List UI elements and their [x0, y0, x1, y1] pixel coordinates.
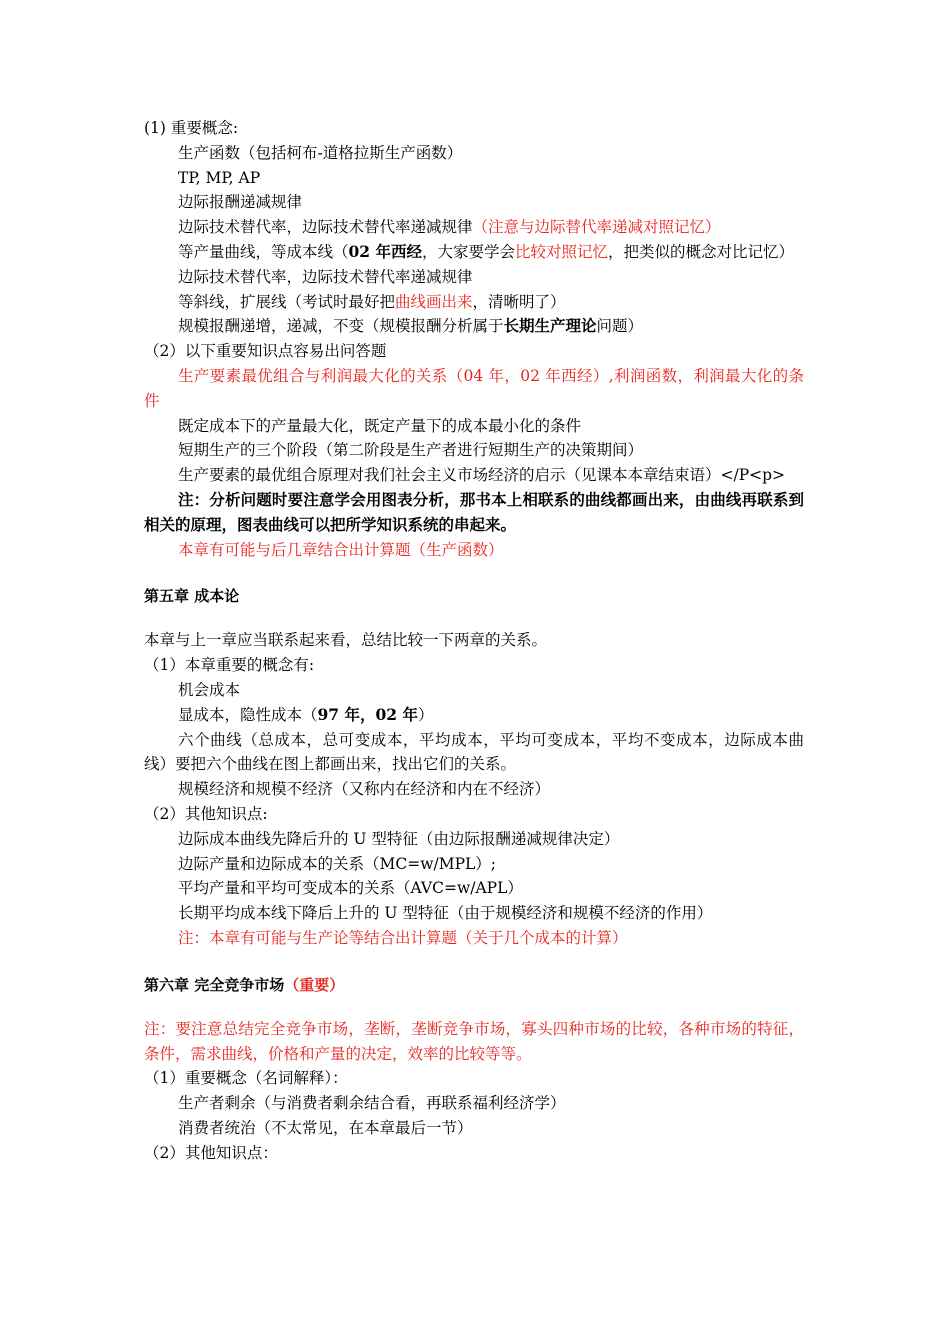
section-heading-qa-points: （2）以下重要知识点容易出问答题 [144, 342, 387, 361]
point-three-stages: 短期生产的三个阶段（第二阶段是生产者进行短期生产的决策期间） [178, 441, 644, 460]
title-text: 第六章 完全竞争市场 [144, 975, 285, 994]
ch5-section-concepts: （1）本章重要的概念有: [144, 656, 315, 675]
point-cost-output: 既定成本下的产量最大化，既定产量下的成本最小化的条件 [178, 416, 582, 435]
text: 问题） [596, 317, 644, 336]
bold-year: 02 年西经 [348, 241, 422, 261]
document-body [144, 116, 804, 1165]
text: 规模报酬递增，递减，不变（规模报酬分析属于 [178, 317, 504, 336]
concept-six-curves: 六个曲线（总成本，总可变成本，平均成本，平均可变成本，平均不变成本，边际成本曲线）要把六个曲线在图上都画出来，找出它们的关系。 [144, 730, 804, 774]
chapter-6-title [144, 973, 804, 997]
concept-explicit-implicit-cost [144, 703, 804, 728]
concept-tp-mp-ap: TP, MP, AP [178, 168, 261, 187]
concept-mrts-repeat: 边际技术替代率，边际技术替代率递减规律 [178, 267, 473, 286]
title-important: （重要） [284, 975, 345, 994]
note-calculation: 本章有可能与后几章结合出计算题（生产函数） [178, 540, 504, 559]
red-note: （注意与边际替代率递减对照记忆） [472, 218, 721, 237]
red-note: 比较对照记忆 [515, 242, 609, 261]
point-lac-u-shape: 长期平均成本线下降后上升的 U 型特征（由于规模经济和规模不经济的作用） [178, 904, 713, 923]
ch6-section-concepts: （1）重要概念（名词解释）： [144, 1069, 348, 1088]
ch6-note-market-comparison: 注：要注意总结完全竞争市场，垄断，垄断竞争市场，寡头四种市场的比较，各种市场的特征，条件，需求曲线，价格和产量的决定，效率的比较等等。 [144, 1019, 804, 1063]
ch5-note-calculation: 注：本章有可能与生产论等结合出计算题（关于几个成本的计算） [178, 928, 628, 947]
concept-economies-of-scale: 规模经济和规模不经济（又称内在经济和内在不经济） [178, 780, 551, 799]
concept-production-function: 生产函数（包括柯布-道格拉斯生产函数） [178, 143, 463, 162]
ch5-section-other: （2）其他知识点: [144, 804, 268, 823]
ch6-section-other: （2）其他知识点： [144, 1143, 278, 1162]
red-note: 曲线画出来 [395, 292, 473, 311]
concept-isocline [144, 290, 804, 315]
concept-producer-surplus: 生产者剩余（与消费者剩余结合看，再联系福利经济学） [178, 1094, 566, 1113]
concept-consumer-sovereignty: 消费者统治（不太常见，在本章最后一节） [178, 1118, 473, 1137]
concept-returns-to-scale [144, 314, 804, 339]
bold-year: 97 年，02 年 [317, 704, 418, 724]
text: 等产量曲线，等成本线（ [178, 242, 349, 261]
text: ，把类似的概念对比记忆） [608, 242, 795, 261]
point-ap-avc: 平均产量和平均可变成本的关系（AVC=w/APL） [178, 879, 523, 898]
note-graph-analysis: 注：分析问题时要注意学会用图表分析，那书本上相联系的曲线都画出来，由曲线再联系到相关的原理，图表曲线可以把所学知识系统的串起来。 [144, 489, 804, 534]
chapter-5-title: 第五章 成本论 [144, 587, 240, 606]
bold-term: 长期生产理论 [503, 316, 597, 336]
text: 显成本，隐性成本（ [178, 705, 318, 724]
ch5-intro: 本章与上一章应当联系起来看，总结比较一下两章的关系。 [144, 631, 548, 650]
concept-diminishing-returns: 边际报酬递减规律 [178, 193, 303, 212]
concept-mrts [144, 215, 804, 240]
text: 边际技术替代率，边际技术替代率递减规律 [178, 218, 473, 237]
section-heading-important-concepts: (1) 重要概念: [144, 119, 239, 137]
point-mc-u-shape: 边际成本曲线先降后升的 U 型特征（由边际报酬递减规律决定） [178, 829, 620, 848]
point-mp-mc: 边际产量和边际成本的关系（MC=w/MPL）; [178, 854, 497, 873]
point-implications: 生产要素的最优组合原理对我们社会主义市场经济的启示（见课本本章结束语）</P<p> [178, 466, 786, 485]
text: ，大家要学会 [421, 242, 515, 261]
text: ，清晰明了） [472, 292, 566, 311]
point-optimal-combination: 生产要素最优组合与利润最大化的关系（04 年，02 年西经）,利润函数，利润最大化的条件 [144, 366, 804, 410]
text: 等斜线，扩展线（考试时最好把 [178, 292, 396, 311]
concept-isoquant [144, 240, 804, 265]
text: ） [417, 705, 434, 724]
concept-opportunity-cost: 机会成本 [178, 680, 241, 699]
